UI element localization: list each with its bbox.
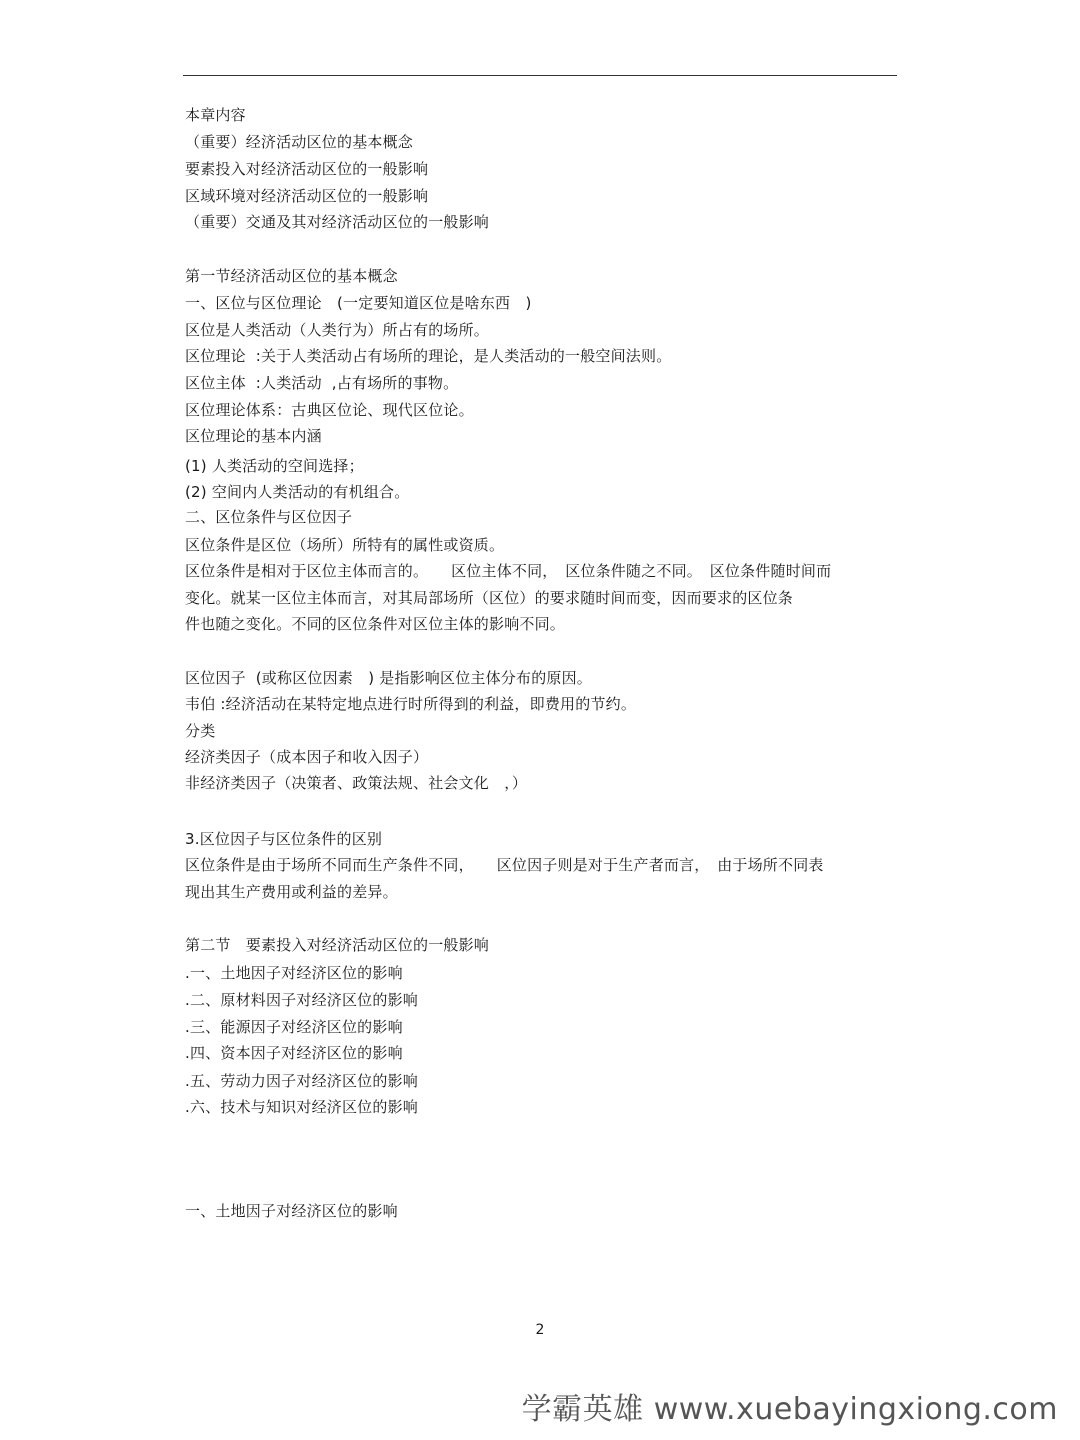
text-line: 区位条件是由于场所不同而生产条件不同， 区位因子则是对于生产者而言， 由于场所不同表 [185, 856, 824, 874]
text-line: 非经济类因子（决策者、政策法规、社会文化 ，） [185, 774, 528, 792]
text-line: 区位理论的基本内涵 [185, 427, 322, 445]
page-number: 2 [535, 1322, 545, 1338]
text-line: 区位主体 :人类活动 ,占有场所的事物。 [185, 374, 459, 392]
text-line: 区域环境对经济活动区位的一般影响 [185, 187, 429, 205]
list-item: .六、技术与知识对经济区位的影响 [185, 1098, 418, 1116]
header-rule [183, 75, 897, 76]
text-line: 区位条件是区位（场所）所特有的属性或资质。 [185, 536, 505, 554]
text-line: 一、区位与区位理论 (一定要知道区位是啥东西 ) [185, 294, 532, 312]
text-line: 韦伯 :经济活动在某特定地点进行时所得到的利益，即费用的节约。 [185, 695, 637, 713]
list-item: .四、资本因子对经济区位的影响 [185, 1044, 403, 1062]
text-line: 现出其生产费用或利益的差异。 [185, 883, 398, 901]
section-heading: 一、土地因子对经济区位的影响 [185, 1202, 398, 1220]
list-item: .五、劳动力因子对经济区位的影响 [185, 1072, 418, 1090]
text-line: 区位理论 :关于人类活动占有场所的理论，是人类活动的一般空间法则。 [185, 347, 672, 365]
text-line: 区位理论体系：古典区位论、现代区位论。 [185, 401, 474, 419]
text-line: 区位是人类活动（人类行为）所占有的场所。 [185, 321, 490, 339]
list-item: .三、能源因子对经济区位的影响 [185, 1018, 403, 1036]
text-line: 件也随之变化。不同的区位条件对区位主体的影响不同。 [185, 615, 566, 633]
text-line: 经济类因子（成本因子和收入因子） [185, 748, 429, 766]
text-line: （重要）经济活动区位的基本概念 [185, 133, 414, 151]
text-line: 区位因子 (或称区位因素 ) 是指影响区位主体分布的原因。 [185, 669, 593, 687]
text-line: （重要）交通及其对经济活动区位的一般影响 [185, 213, 490, 231]
list-item: .二、原材料因子对经济区位的影响 [185, 991, 418, 1009]
section-heading: 第一节经济活动区位的基本概念 [185, 267, 398, 285]
section-heading: 本章内容 [185, 106, 246, 124]
text-line: 区位条件是相对于区位主体而言的。 区位主体不同， 区位条件随之不同。 区位条件随时间而 [185, 562, 832, 580]
text-line: 分类 [185, 722, 216, 740]
text-line: (2) 空间内人类活动的有机组合。 [185, 483, 410, 501]
text-line: (1) 人类活动的空间选择； [185, 457, 364, 475]
text-line: 要素投入对经济活动区位的一般影响 [185, 160, 429, 178]
section-heading: 第二节 要素投入对经济活动区位的一般影响 [185, 936, 490, 954]
text-line: 二、区位条件与区位因子 [185, 508, 353, 526]
watermark: 学霸英雄 www.xuebayingxiong.com [521, 1392, 1058, 1427]
list-item: .一、土地因子对经济区位的影响 [185, 964, 403, 982]
text-line: 变化。就某一区位主体而言，对其局部场所（区位）的要求随时间而变，因而要求的区位条 [185, 589, 794, 607]
section-heading: 3.区位因子与区位条件的区别 [185, 830, 383, 848]
